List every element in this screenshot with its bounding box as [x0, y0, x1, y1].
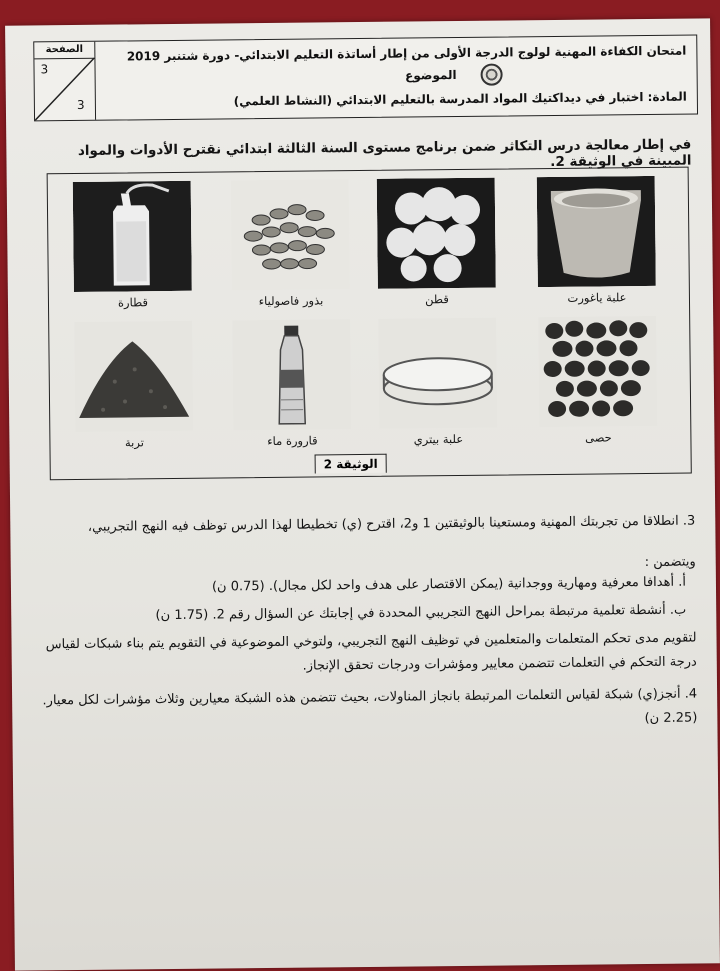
yogurt-cup-icon — [537, 176, 656, 287]
question-3-part-b: ب. أنشطة تعلمية مرتبطة بمراحل النهج التجريبي المحددة في إجابتك عن السؤال رقم 2. (1.75 ن) — [46, 603, 686, 625]
question-4: 4. أنجز(ي) شبكة لقياس التعلمات المرتبطة بانجاز المناولات، بحيث تتضمن هذه الشبكة معيارين وثلاث مؤشرات لكل معيار. (2.25 ن) — [32, 683, 697, 738]
item-soil — [63, 321, 204, 450]
exam-header — [33, 34, 698, 121]
page-total: 3 — [77, 98, 85, 112]
soil-icon — [74, 321, 193, 432]
bean-seeds-icon — [231, 179, 350, 290]
intro-text: في إطار معالجة درس التكاثر ضمن برنامج مستوى السنة الثالثة ابتدائي نقترح الأدوات والمواد المبينة في الوثيقة 2. — [31, 137, 691, 176]
caption-soil: تربة — [64, 435, 204, 450]
subject-line: المادة: اختبار في ديداكتيك المواد المدرسة بالتعليم الابتدائي (النشاط العلمي) — [234, 90, 687, 109]
item-cotton — [366, 177, 507, 306]
page-current: 3 — [40, 62, 48, 76]
subject-label: الموضوع — [405, 68, 457, 83]
question-3-part-a: أ. أهدافا معرفية ومهارية ووجدانية (يمكن الاقتصار على هدف واحد لكل مجال). (0.75 ن) — [46, 575, 686, 597]
page-number-box — [34, 42, 96, 121]
item-yogurt-cup — [526, 176, 667, 305]
caption-cotton: قطن — [367, 291, 507, 306]
ministry-emblem-icon — [480, 64, 502, 86]
caption-bean-seeds: بذور فاصولياء — [221, 293, 361, 308]
caption-yogurt-cup: علبة ياغورت — [527, 290, 667, 305]
caption-water-bottle: قارورة ماء — [222, 433, 362, 448]
caption-petri-dish: علبة بيتري — [368, 431, 508, 446]
document-label: الوثيقة 2 — [315, 454, 387, 474]
item-pebbles — [527, 316, 668, 445]
assessment-paragraph: لتقويم مدى تحكم المتعلمات والمتعلمين في توظيف النهج التجريبي، ولتوخي الموضوعية في التقويم يتم بناء شبكات لقياس درجة التحكم في التعلمات تتضمن معايير ومؤشرات ودرجات تحقق الإنجاز. — [31, 627, 696, 682]
caption-wash-bottle: قطارة — [63, 295, 203, 310]
item-wash-bottle — [62, 181, 203, 310]
question-3-intro: ويتضمن : — [34, 555, 696, 577]
exam-sheet — [5, 18, 720, 970]
petri-dish-icon — [378, 318, 497, 429]
item-water-bottle — [221, 319, 362, 448]
item-bean-seeds — [220, 179, 361, 308]
document-2-box — [47, 167, 692, 481]
question-3: 3. انطلاقا من تجربتك المهنية ومستعينا بالوثيقتين 1 و2، اقترح (ي) تخطيطا لهذا الدرس توظف فيه النهج التجريبي، — [33, 511, 695, 540]
exam-title: امتحان الكفاءة المهنية لولوج الدرجة الأولى من إطار أساتذة التعليم الابتدائي- دورة شتنبر 2019 — [127, 44, 687, 64]
wash-bottle-icon — [73, 181, 192, 292]
item-petri-dish — [367, 317, 508, 446]
page-label: الصفحة — [34, 42, 94, 60]
cotton-icon — [377, 178, 496, 289]
pebbles-icon — [538, 316, 657, 427]
caption-pebbles: حصى — [528, 430, 668, 445]
water-bottle-icon — [232, 319, 351, 430]
